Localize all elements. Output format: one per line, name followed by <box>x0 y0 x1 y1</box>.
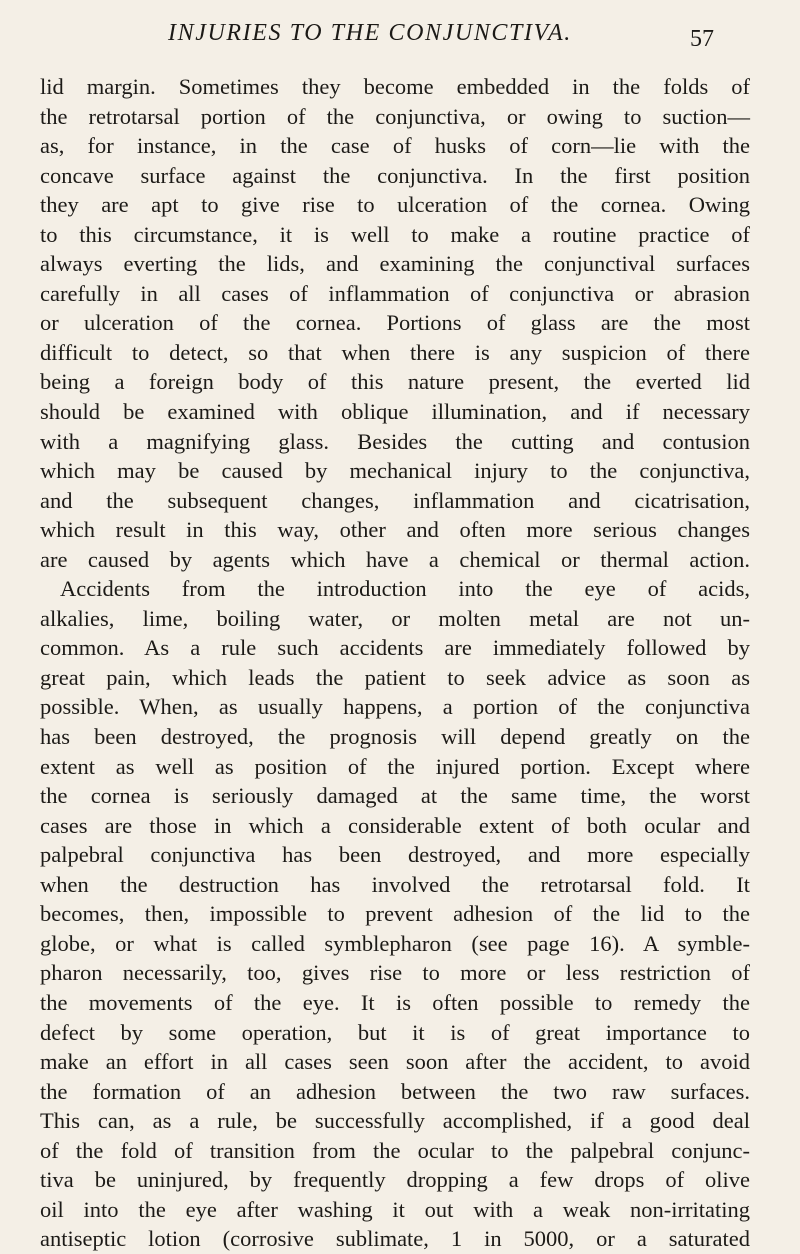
text-line: they are apt to give rise to ulceration of the cornea. Owing <box>40 192 750 218</box>
text-line: are caused by agents which have a chemical or thermal action. <box>40 546 750 572</box>
text-line: becomes, then, impossible to prevent adhesion of the lid to the <box>40 901 750 927</box>
text-line: extent as well as position of the injured portion. Except where <box>40 753 750 779</box>
text-line: antiseptic lotion (corrosive sublimate, 1 in 5000, or a saturated <box>40 1226 750 1252</box>
text-line: or ulceration of the cornea. Portions of glass are the most <box>40 310 750 336</box>
text-line: make an effort in all cases seen soon after the accident, to avoid <box>40 1049 750 1075</box>
text-line: palpebral conjunctiva has been destroyed, and more especially <box>40 842 750 868</box>
body-text <box>40 72 750 1254</box>
text-line: globe, or what is called symblepharon (see page 16). A symble- <box>40 930 750 956</box>
text-line: the movements of the eye. It is often possible to remedy the <box>40 989 750 1015</box>
paragraph-start-line: Accidents from the introduction into the eye of acids, <box>60 576 750 602</box>
page-number: 57 <box>690 26 714 52</box>
text-line: the cornea is seriously damaged at the same time, the worst <box>40 783 750 809</box>
text-line: being a foreign body of this nature present, the everted lid <box>40 369 750 395</box>
text-line: of the fold of transition from the ocular to the palpebral conjunc- <box>40 1137 750 1163</box>
text-line: oil into the eye after washing it out with a weak non-irritating <box>40 1196 750 1222</box>
text-line: tiva be uninjured, by frequently dropping a few drops of olive <box>40 1167 750 1193</box>
text-line: as, for instance, in the case of husks of corn—lie with the <box>40 133 750 159</box>
text-line: should be examined with oblique illumination, and if necessary <box>40 399 750 425</box>
text-line: cases are those in which a considerable extent of both ocular and <box>40 812 750 838</box>
text-line: carefully in all cases of inflammation of conjunctiva or abrasion <box>40 280 750 306</box>
text-line: always everting the lids, and examining the conjunctival surfaces <box>40 251 750 277</box>
text-line: when the destruction has involved the retrotarsal fold. It <box>40 871 750 897</box>
text-line: has been destroyed, the prognosis will depend greatly on the <box>40 724 750 750</box>
text-line: difficult to detect, so that when there is any suspicion of there <box>40 339 750 365</box>
text-line: the retrotarsal portion of the conjunctiva, or owing to suction— <box>40 103 750 129</box>
text-line: which result in this way, other and often more serious changes <box>40 517 750 543</box>
text-line: lid margin. Sometimes they become embedded in the folds of <box>40 74 750 99</box>
text-line: possible. When, as usually happens, a portion of the conjunctiva <box>40 694 750 720</box>
text-line: alkalies, lime, boiling water, or molten metal are not un- <box>40 605 750 631</box>
text-line: defect by some operation, but it is of great importance to <box>40 1019 750 1045</box>
text-line: pharon necessarily, too, gives rise to more or less restriction of <box>40 960 750 986</box>
text-line: common. As a rule such accidents are immediately followed by <box>40 635 750 661</box>
text-line: which may be caused by mechanical injury to the conjunctiva, <box>40 458 750 484</box>
text-line: the formation of an adhesion between the two raw surfaces. <box>40 1078 750 1104</box>
text-line: concave surface against the conjunctiva. In the first position <box>40 162 750 188</box>
text-line: with a magnifying glass. Besides the cutting and contusion <box>40 428 750 454</box>
text-line: to this circumstance, it is well to make a routine practice of <box>40 221 750 247</box>
text-line: and the subsequent changes, inflammation and cicatrisation, <box>40 487 750 513</box>
text-line: great pain, which leads the patient to seek advice as soon as <box>40 664 750 690</box>
text-line: This can, as a rule, be successfully accomplished, if a good deal <box>40 1108 750 1134</box>
running-title: INJURIES TO THE CONJUNCTIVA. <box>168 20 572 46</box>
